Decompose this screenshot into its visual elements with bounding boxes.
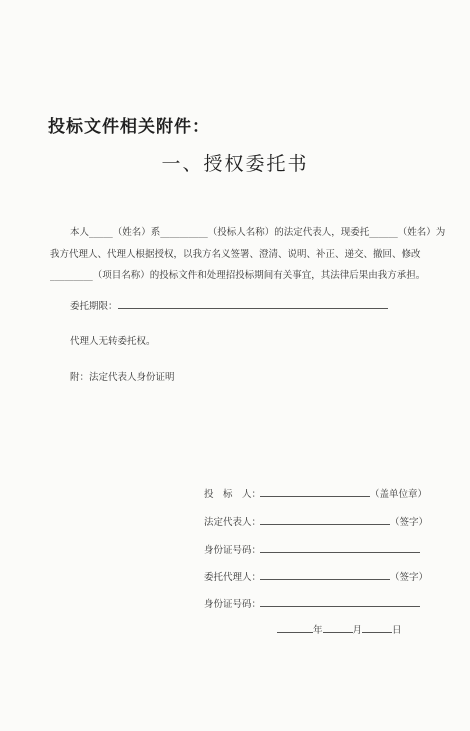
no-subdelegation-statement: 代理人无转委托权。 — [70, 336, 156, 347]
legal-rep-id-label: 身份证号码： — [204, 545, 262, 556]
legal-rep-id-blank — [260, 543, 420, 553]
year-blank — [277, 623, 313, 633]
document-heading: 投标文件相关附件： — [48, 117, 210, 137]
bidder-signature-row — [204, 486, 427, 500]
agent-id-blank — [260, 597, 420, 607]
entrustment-period-label: 委托期限： — [70, 301, 118, 312]
attachment-note: 附：法定代表人身份证明 — [70, 372, 175, 383]
bidder-label: 投 标 人： — [204, 489, 262, 500]
agent-label: 委托代理人： — [204, 572, 262, 583]
month-blank — [323, 623, 353, 633]
authorization-paragraph-line-2: 我方代理人、代理人根据授权，以我方名义签署、澄清、说明、补正、递交、撤回、修改 — [50, 249, 421, 260]
legal-rep-signature-row — [204, 514, 428, 528]
entrustment-period — [70, 299, 388, 313]
signing-date — [277, 622, 402, 636]
agent-blank — [260, 570, 390, 580]
bidder-blank — [260, 487, 370, 497]
legal-rep-note: （签字） — [390, 517, 429, 528]
authorization-paragraph-line-3: _________（项目名称）的投标文件和处理招投标期间有关事宜，其法律后果由我方承担。 — [50, 270, 426, 281]
legal-rep-blank — [260, 515, 390, 525]
authorization-paragraph-line-1: 本人_____（姓名）系__________（投标人名称）的法定代表人，现委托______（姓名）为 — [70, 227, 446, 238]
legal-rep-id-row — [204, 542, 420, 556]
agent-signature-row — [204, 569, 428, 583]
document-title: 一、授权委托书 — [161, 153, 309, 175]
entrustment-period-blank — [118, 299, 388, 309]
day-label: 日 — [392, 625, 402, 636]
agent-id-label: 身份证号码： — [204, 599, 262, 610]
agent-note: （签字） — [390, 572, 429, 583]
legal-rep-label: 法定代表人： — [204, 517, 262, 528]
day-blank — [362, 623, 392, 633]
bidder-note: （盖单位章） — [370, 489, 428, 500]
agent-id-row — [204, 596, 420, 610]
year-label: 年 — [313, 625, 323, 636]
month-label: 月 — [352, 625, 363, 636]
